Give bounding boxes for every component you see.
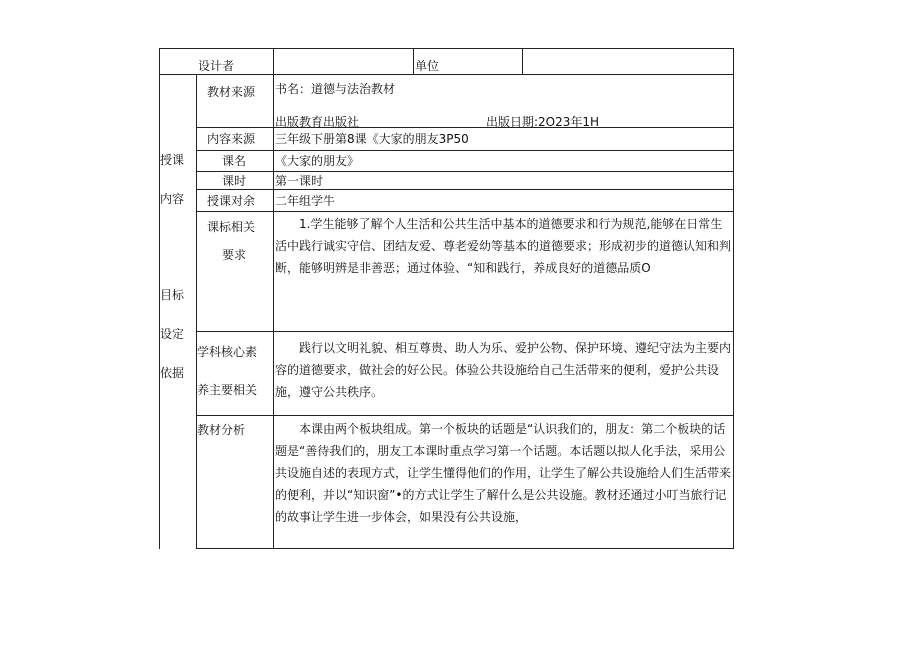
table-rule (522, 48, 523, 75)
period-value: 第一课时 (275, 174, 324, 188)
literacy-label: 学科核心素 (197, 345, 258, 359)
lesson-name-value: 《大家的朋友》 (275, 154, 360, 168)
unit-label: 单位 (415, 59, 440, 73)
table-rule (196, 189, 733, 190)
curriculum-text: 1.学生能够了解个人生活和公共生活中基本的道德要求和行为规范,能够在日常生活中践行诚实守信、团结友爱、尊老爱幼等基本的道德要求；形成初步的道德认知和判断，能够明辨是非善恶；通过体验、“知和践行，养成良好的道德品质O (275, 217, 732, 275)
curriculum-label: 要求 (222, 248, 247, 262)
material-source-label: 教材来源 (207, 85, 256, 99)
teaching-content-group-label: 授课 (160, 153, 185, 167)
unit-value[interactable] (528, 59, 728, 73)
audience-value: 二年组学牛 (275, 194, 336, 208)
table-rule (273, 48, 274, 549)
designer-label: 设计者 (198, 59, 235, 73)
table-rule (159, 74, 733, 75)
table-rule (196, 74, 197, 549)
literacy-text: 践行以文明礼貌、相互尊贵、助人为乐、爱护公物、保护环境、遵纪守法为主要内容的道德要求，做社会的好公民。体验公共设施给自己生活带来的便利，爱护公共设施，遵守公共秩序。 (275, 341, 732, 399)
table-rule (196, 415, 733, 416)
period-label: 课时 (222, 174, 247, 188)
table-rule (196, 211, 733, 212)
goal-basis-group-label: 依据 (160, 366, 185, 380)
publish-date: 出版日期:2O23年1H (486, 115, 600, 129)
goal-basis-group-label: 设定 (160, 327, 185, 341)
curriculum-label: 课标相关 (207, 220, 256, 234)
analysis-label: 教材分析 (197, 423, 246, 437)
literacy-label: 养主要相关 (197, 383, 258, 397)
table-rule (196, 171, 733, 172)
teaching-content-group-label: 内容 (160, 192, 185, 206)
goal-basis-group-label: 目标 (160, 288, 185, 302)
audience-label: 授课对余 (207, 194, 256, 208)
content-source-label: 内容来源 (207, 132, 256, 146)
table-rule (733, 48, 734, 549)
analysis-text: 本课由两个板块组成。第一个板块的话题是“认识我们的，朋友：第二个板块的话题是“善待我们的，朋友工本课时重点学习第一个话题。本话题以拟人化手法，采用公共设施自述的表现方式，让学生懂得他们的作用，让学生了解公共设施给人们生活带来的便利，并以“知识窗”•的方式让学生了解什么是公共设施。教材还通过小叮当旅行记的故事让学生进一步体会，如果没有公共设施， (275, 422, 732, 524)
table-rule (196, 150, 733, 151)
designer-value[interactable] (280, 59, 408, 73)
table-rule (413, 48, 414, 75)
lesson-name-label: 课名 (222, 154, 247, 168)
publisher: 出版教育出版社 (275, 115, 360, 129)
book-name: 书名：道德与法治教材 (275, 82, 396, 96)
table-rule (196, 331, 733, 332)
table-rule (196, 548, 733, 549)
table-rule (159, 48, 733, 49)
content-source-value: 三年级下册第8课《大家的朋友3P50 (275, 132, 469, 146)
